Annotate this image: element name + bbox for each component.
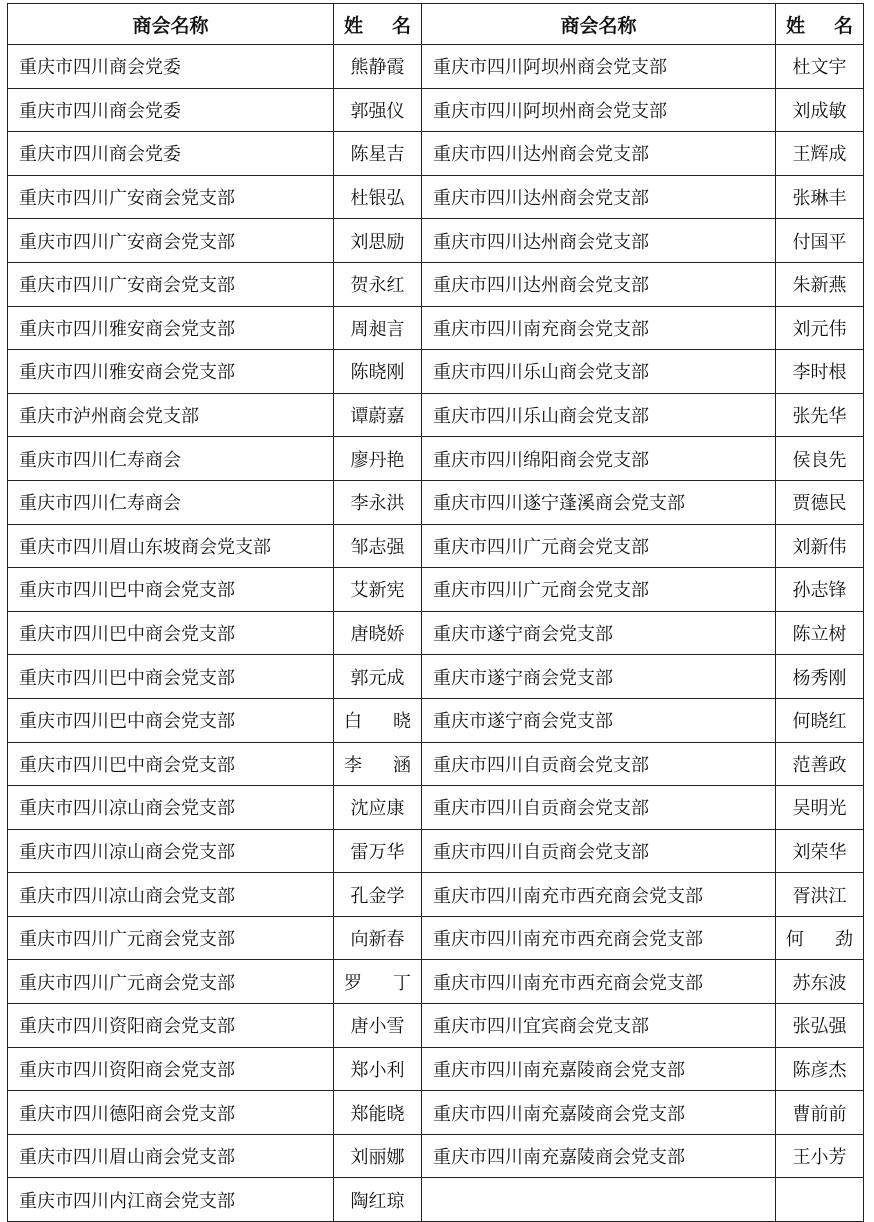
table-row bbox=[8, 175, 864, 219]
right-org-cell: 重庆市四川广元商会党支部 bbox=[422, 524, 776, 568]
left-org-cell: 重庆市四川广元商会党支部 bbox=[8, 960, 334, 1004]
left-name-cell: 郑能晓 bbox=[334, 1091, 422, 1135]
right-name-cell: 刘成敏 bbox=[776, 88, 864, 132]
left-name-cell: 周昶言 bbox=[334, 306, 422, 350]
member-roster-table bbox=[7, 3, 864, 1222]
right-org-cell: 重庆市四川宜宾商会党支部 bbox=[422, 1004, 776, 1048]
left-org-cell: 重庆市四川商会党委 bbox=[8, 132, 334, 176]
left-org-cell: 重庆市四川广安商会党支部 bbox=[8, 175, 334, 219]
table-row bbox=[8, 480, 864, 524]
left-org-cell: 重庆市四川眉山商会党支部 bbox=[8, 1134, 334, 1178]
left-org-cell: 重庆市四川广安商会党支部 bbox=[8, 262, 334, 306]
header-name-right: 姓 名 bbox=[776, 4, 864, 45]
right-org-cell: 重庆市四川南充嘉陵商会党支部 bbox=[422, 1134, 776, 1178]
right-org-cell: 重庆市四川南充市西充商会党支部 bbox=[422, 916, 776, 960]
left-org-cell: 重庆市四川凉山商会党支部 bbox=[8, 873, 334, 917]
right-name-cell: 杜文宇 bbox=[776, 45, 864, 89]
left-org-cell: 重庆市四川广安商会党支部 bbox=[8, 219, 334, 263]
table-row bbox=[8, 306, 864, 350]
left-name-cell: 沈应康 bbox=[334, 786, 422, 830]
member-roster-sheet bbox=[7, 3, 864, 1222]
right-name-cell: 胥洪江 bbox=[776, 873, 864, 917]
roster-body bbox=[8, 45, 864, 1222]
left-org-cell: 重庆市四川商会党委 bbox=[8, 88, 334, 132]
table-row bbox=[8, 88, 864, 132]
right-name-cell: 曹前前 bbox=[776, 1091, 864, 1135]
table-row bbox=[8, 45, 864, 89]
table-row bbox=[8, 393, 864, 437]
left-name-cell: 艾新宪 bbox=[334, 568, 422, 612]
right-name-cell: 刘新伟 bbox=[776, 524, 864, 568]
left-name-cell: 陈晓刚 bbox=[334, 350, 422, 394]
right-name-cell: 付国平 bbox=[776, 219, 864, 263]
table-row bbox=[8, 262, 864, 306]
left-name-cell: 刘思励 bbox=[334, 219, 422, 263]
left-name-cell: 熊静霞 bbox=[334, 45, 422, 89]
left-name-cell: 刘丽娜 bbox=[334, 1134, 422, 1178]
right-name-cell: 朱新燕 bbox=[776, 262, 864, 306]
right-org-cell: 重庆市四川遂宁蓬溪商会党支部 bbox=[422, 480, 776, 524]
left-name-cell: 郭元成 bbox=[334, 655, 422, 699]
table-header-row bbox=[8, 4, 864, 45]
table-row bbox=[8, 350, 864, 394]
table-row bbox=[8, 916, 864, 960]
right-org-cell: 重庆市四川自贡商会党支部 bbox=[422, 829, 776, 873]
right-name-cell: 刘元伟 bbox=[776, 306, 864, 350]
right-org-cell: 重庆市四川乐山商会党支部 bbox=[422, 393, 776, 437]
table-row bbox=[8, 1091, 864, 1135]
left-name-cell: 陶红琼 bbox=[334, 1178, 422, 1222]
right-name-cell: 何 劲 bbox=[776, 916, 864, 960]
right-name-cell: 苏东波 bbox=[776, 960, 864, 1004]
right-org-cell: 重庆市四川阿坝州商会党支部 bbox=[422, 45, 776, 89]
right-name-cell: 王辉成 bbox=[776, 132, 864, 176]
left-org-cell: 重庆市四川巴中商会党支部 bbox=[8, 655, 334, 699]
right-org-cell: 重庆市四川绵阳商会党支部 bbox=[422, 437, 776, 481]
right-org-cell: 重庆市四川南充嘉陵商会党支部 bbox=[422, 1047, 776, 1091]
right-org-cell: 重庆市四川自贡商会党支部 bbox=[422, 742, 776, 786]
table-row bbox=[8, 219, 864, 263]
table-row bbox=[8, 437, 864, 481]
left-name-cell: 唐小雪 bbox=[334, 1004, 422, 1048]
right-org-cell: 重庆市四川南充市西充商会党支部 bbox=[422, 873, 776, 917]
table-row bbox=[8, 873, 864, 917]
left-name-cell: 邹志强 bbox=[334, 524, 422, 568]
table-row bbox=[8, 1134, 864, 1178]
left-org-cell: 重庆市四川雅安商会党支部 bbox=[8, 350, 334, 394]
left-name-cell: 郑小利 bbox=[334, 1047, 422, 1091]
left-org-cell: 重庆市四川商会党委 bbox=[8, 45, 334, 89]
right-name-cell: 张琳丰 bbox=[776, 175, 864, 219]
left-org-cell: 重庆市四川仁寿商会 bbox=[8, 437, 334, 481]
left-org-cell: 重庆市四川仁寿商会 bbox=[8, 480, 334, 524]
left-name-cell: 贺永红 bbox=[334, 262, 422, 306]
right-org-cell: 重庆市遂宁商会党支部 bbox=[422, 611, 776, 655]
right-name-cell bbox=[776, 1178, 864, 1222]
left-org-cell: 重庆市四川凉山商会党支部 bbox=[8, 829, 334, 873]
left-name-cell: 唐晓娇 bbox=[334, 611, 422, 655]
right-org-cell: 重庆市四川达州商会党支部 bbox=[422, 132, 776, 176]
left-org-cell: 重庆市四川巴中商会党支部 bbox=[8, 698, 334, 742]
left-name-cell: 白 晓 bbox=[334, 698, 422, 742]
table-row bbox=[8, 786, 864, 830]
right-org-cell: 重庆市四川阿坝州商会党支部 bbox=[422, 88, 776, 132]
left-name-cell: 谭蔚嘉 bbox=[334, 393, 422, 437]
left-org-cell: 重庆市四川巴中商会党支部 bbox=[8, 568, 334, 612]
left-org-cell: 重庆市四川凉山商会党支部 bbox=[8, 786, 334, 830]
left-name-cell: 孔金学 bbox=[334, 873, 422, 917]
left-name-cell: 廖丹艳 bbox=[334, 437, 422, 481]
left-name-cell: 杜银弘 bbox=[334, 175, 422, 219]
right-name-cell: 范善政 bbox=[776, 742, 864, 786]
table-row bbox=[8, 742, 864, 786]
right-org-cell bbox=[422, 1178, 776, 1222]
table-row bbox=[8, 611, 864, 655]
left-org-cell: 重庆市四川资阳商会党支部 bbox=[8, 1047, 334, 1091]
right-org-cell: 重庆市四川南充商会党支部 bbox=[422, 306, 776, 350]
right-org-cell: 重庆市四川达州商会党支部 bbox=[422, 262, 776, 306]
left-name-cell: 陈星吉 bbox=[334, 132, 422, 176]
left-org-cell: 重庆市四川巴中商会党支部 bbox=[8, 611, 334, 655]
left-org-cell: 重庆市四川德阳商会党支部 bbox=[8, 1091, 334, 1135]
right-name-cell: 贾德民 bbox=[776, 480, 864, 524]
left-org-cell: 重庆市四川资阳商会党支部 bbox=[8, 1004, 334, 1048]
header-org-right: 商会名称 bbox=[422, 4, 776, 45]
right-org-cell: 重庆市四川广元商会党支部 bbox=[422, 568, 776, 612]
right-name-cell: 何晓红 bbox=[776, 698, 864, 742]
table-row bbox=[8, 829, 864, 873]
table-row bbox=[8, 1178, 864, 1222]
right-org-cell: 重庆市遂宁商会党支部 bbox=[422, 698, 776, 742]
right-name-cell: 孙志锋 bbox=[776, 568, 864, 612]
right-org-cell: 重庆市四川自贡商会党支部 bbox=[422, 786, 776, 830]
left-name-cell: 李 涵 bbox=[334, 742, 422, 786]
right-name-cell: 刘荣华 bbox=[776, 829, 864, 873]
left-name-cell: 李永洪 bbox=[334, 480, 422, 524]
header-name-left: 姓 名 bbox=[334, 4, 422, 45]
table-row bbox=[8, 1004, 864, 1048]
right-name-cell: 侯良先 bbox=[776, 437, 864, 481]
table-row bbox=[8, 132, 864, 176]
table-row bbox=[8, 1047, 864, 1091]
left-org-cell: 重庆市四川雅安商会党支部 bbox=[8, 306, 334, 350]
right-name-cell: 张弘强 bbox=[776, 1004, 864, 1048]
right-org-cell: 重庆市遂宁商会党支部 bbox=[422, 655, 776, 699]
right-name-cell: 陈彦杰 bbox=[776, 1047, 864, 1091]
left-name-cell: 罗 丁 bbox=[334, 960, 422, 1004]
table-row bbox=[8, 960, 864, 1004]
right-name-cell: 杨秀刚 bbox=[776, 655, 864, 699]
right-name-cell: 王小芳 bbox=[776, 1134, 864, 1178]
left-org-cell: 重庆市四川内江商会党支部 bbox=[8, 1178, 334, 1222]
table-row bbox=[8, 568, 864, 612]
right-org-cell: 重庆市四川南充嘉陵商会党支部 bbox=[422, 1091, 776, 1135]
left-org-cell: 重庆市四川巴中商会党支部 bbox=[8, 742, 334, 786]
table-row bbox=[8, 524, 864, 568]
left-org-cell: 重庆市四川广元商会党支部 bbox=[8, 916, 334, 960]
left-name-cell: 向新春 bbox=[334, 916, 422, 960]
left-org-cell: 重庆市泸州商会党支部 bbox=[8, 393, 334, 437]
table-row bbox=[8, 655, 864, 699]
right-name-cell: 张先华 bbox=[776, 393, 864, 437]
right-org-cell: 重庆市四川乐山商会党支部 bbox=[422, 350, 776, 394]
right-name-cell: 吴明光 bbox=[776, 786, 864, 830]
right-name-cell: 李时根 bbox=[776, 350, 864, 394]
table-row bbox=[8, 698, 864, 742]
right-org-cell: 重庆市四川达州商会党支部 bbox=[422, 175, 776, 219]
header-org-left: 商会名称 bbox=[8, 4, 334, 45]
left-org-cell: 重庆市四川眉山东坡商会党支部 bbox=[8, 524, 334, 568]
left-name-cell: 郭强仪 bbox=[334, 88, 422, 132]
right-org-cell: 重庆市四川达州商会党支部 bbox=[422, 219, 776, 263]
left-name-cell: 雷万华 bbox=[334, 829, 422, 873]
right-org-cell: 重庆市四川南充市西充商会党支部 bbox=[422, 960, 776, 1004]
right-name-cell: 陈立树 bbox=[776, 611, 864, 655]
